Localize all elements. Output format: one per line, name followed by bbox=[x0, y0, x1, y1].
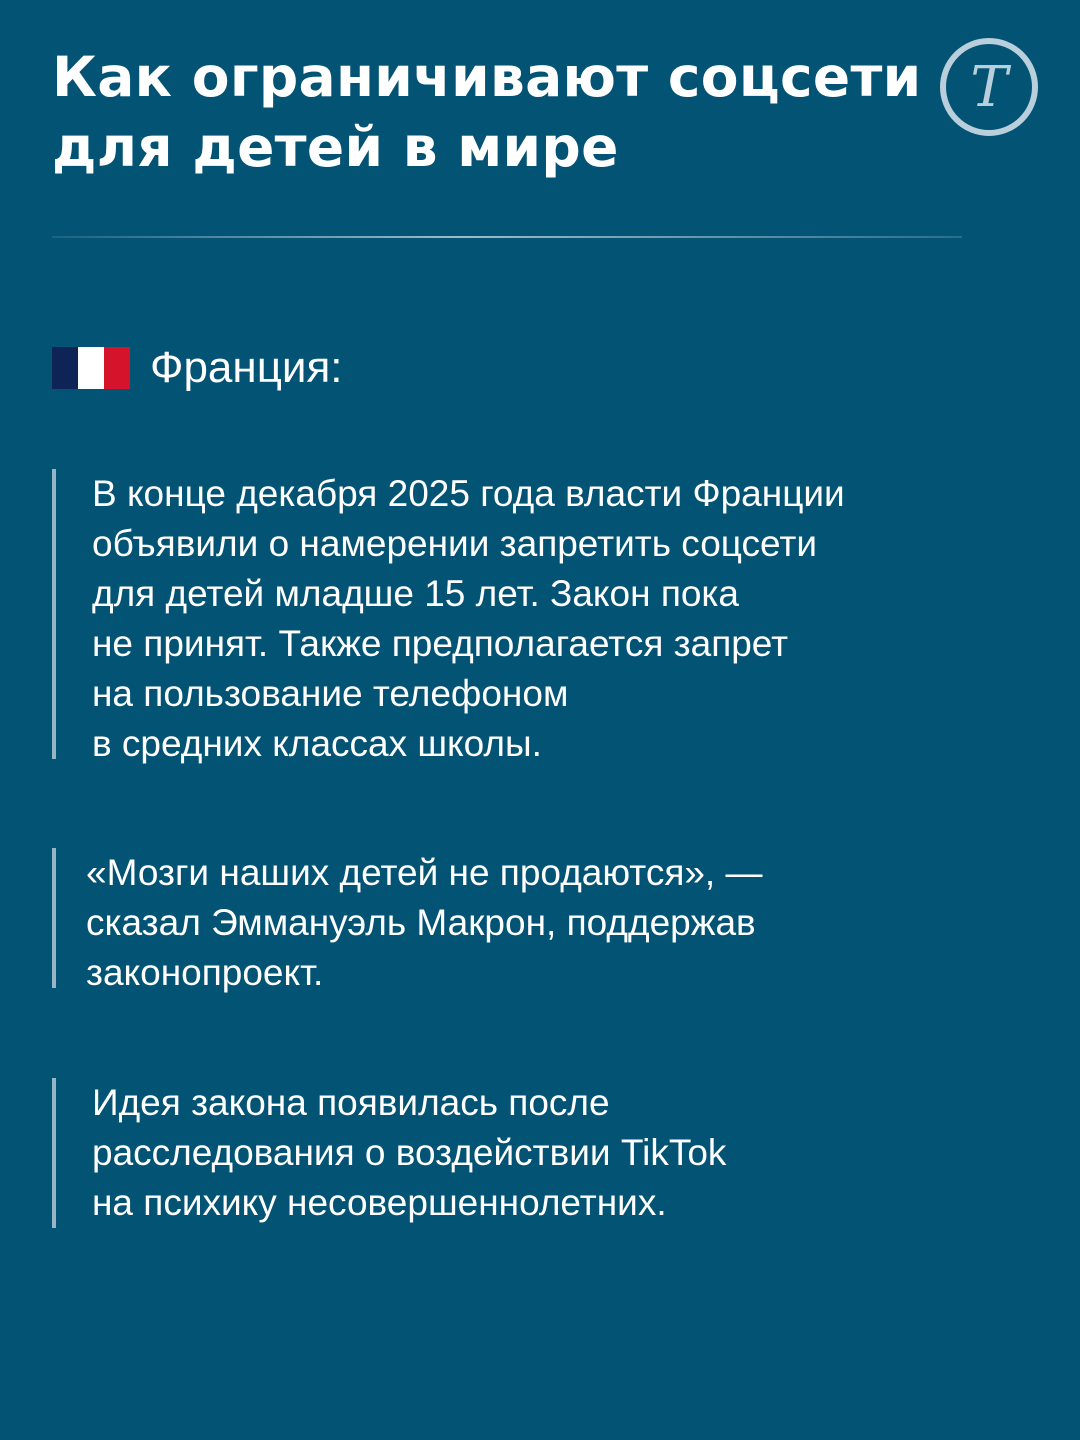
paragraph-line: «Мозги наших детей не продаются», — bbox=[86, 852, 763, 893]
title-line: для детей в мире bbox=[52, 115, 619, 179]
paragraph-line: на психику несовершеннолетних. bbox=[92, 1182, 667, 1223]
paragraph-line: законопроект. bbox=[86, 952, 324, 993]
text-block-ban-announcement bbox=[52, 469, 845, 764]
flag-stripe-blue bbox=[52, 347, 78, 389]
paragraph-line: В конце декабря 2025 года власти Франции bbox=[92, 473, 845, 514]
paragraph-line: на пользование телефоном bbox=[92, 673, 569, 714]
page-title bbox=[52, 42, 932, 182]
paragraph bbox=[56, 469, 845, 769]
paragraph-line: Идея закона появилась после bbox=[92, 1082, 610, 1123]
paragraph bbox=[56, 1078, 726, 1228]
flag-stripe-red bbox=[104, 347, 130, 389]
quote bbox=[56, 848, 763, 998]
text-block-origin bbox=[52, 1078, 726, 1228]
publication-logo-icon bbox=[938, 36, 1040, 138]
paragraph-line: не принят. Также предполагается запрет bbox=[92, 623, 789, 664]
country-name: Франция: bbox=[150, 343, 343, 392]
paragraph-line: расследования о воздействии TikTok bbox=[92, 1132, 727, 1173]
paragraph-line: сказал Эммануэль Макрон, поддержав bbox=[86, 902, 756, 943]
paragraph-line: объявили о намерении запретить соцсети bbox=[92, 523, 818, 564]
paragraph-line: для детей младше 15 лет. Закон пока bbox=[92, 573, 740, 614]
country-heading bbox=[52, 338, 343, 398]
title-line: Как ограничивают соцсети bbox=[52, 45, 922, 109]
flag-stripe-white bbox=[78, 347, 104, 389]
paragraph-line: в средних классах школы. bbox=[92, 723, 542, 764]
text-block-quote bbox=[52, 848, 763, 993]
france-flag-icon bbox=[52, 347, 130, 389]
divider bbox=[52, 236, 962, 238]
logo-letter: Т bbox=[970, 55, 1008, 120]
